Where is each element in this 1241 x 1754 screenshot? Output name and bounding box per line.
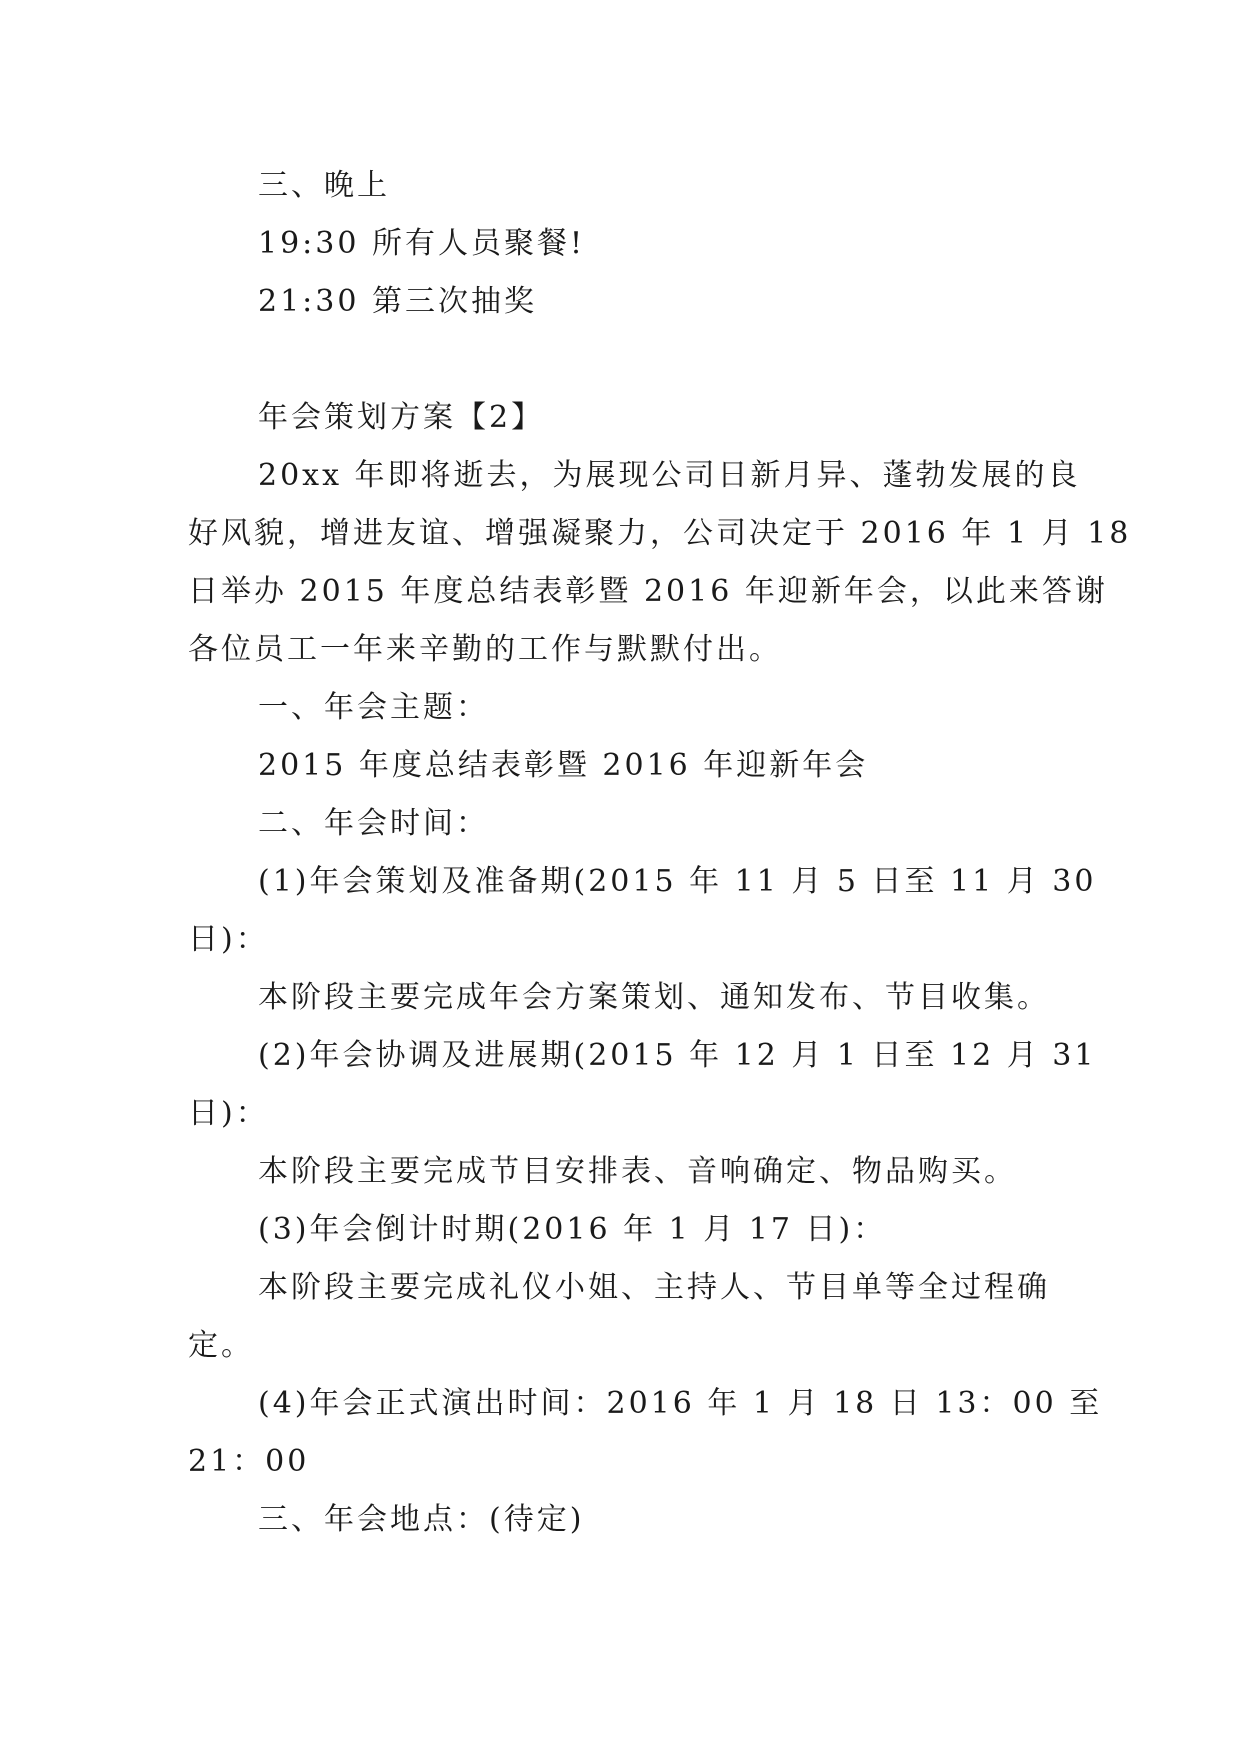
plan-title: 年会策划方案【2】 bbox=[258, 400, 545, 435]
time-item-2-description: 本阶段主要完成节目安排表、音响确定、物品购买。 bbox=[258, 1154, 1017, 1189]
schedule-line-dinner: 19:30 所有人员聚餐! bbox=[258, 226, 586, 261]
time-item-3-description: 本阶段主要完成礼仪小姐、主持人、节目单等全过程确 bbox=[258, 1270, 1050, 1305]
time-item-1: (1)年会策划及准备期(2015 年 11 月 5 日至 11 月 30 bbox=[258, 864, 1097, 899]
intro-paragraph-line-2: 好风貌，增进友谊、增强凝聚力，公司决定于 2016 年 1 月 18 bbox=[188, 516, 1132, 551]
section-heading-theme: 一、年会主题： bbox=[258, 690, 489, 725]
intro-paragraph-line-1: 20xx 年即将逝去，为展现公司日新月异、蓬勃发展的良 bbox=[258, 458, 1081, 493]
intro-paragraph-line-3: 日举办 2015 年度总结表彰暨 2016 年迎新年会，以此来答谢 bbox=[188, 574, 1108, 609]
time-item-2-continued: 日)： bbox=[188, 1096, 269, 1131]
section-heading-time: 二、年会时间： bbox=[258, 806, 489, 841]
theme-text: 2015 年度总结表彰暨 2016 年迎新年会 bbox=[258, 748, 869, 783]
time-item-4: (4)年会正式演出时间：2016 年 1 月 18 日 13：00 至 bbox=[258, 1386, 1103, 1421]
time-item-2: (2)年会协调及进展期(2015 年 12 月 1 日至 12 月 31 bbox=[258, 1038, 1097, 1073]
schedule-line-third-lottery: 21:30 第三次抽奖 bbox=[258, 284, 537, 319]
intro-paragraph-line-4: 各位员工一年来辛勤的工作与默默付出。 bbox=[188, 632, 782, 667]
section-heading-evening: 三、晚上 bbox=[258, 168, 390, 203]
time-item-3: (3)年会倒计时期(2016 年 1 月 17 日)： bbox=[258, 1212, 887, 1247]
time-item-4-continued: 21：00 bbox=[188, 1444, 310, 1479]
section-heading-venue: 三、年会地点：(待定) bbox=[258, 1502, 585, 1537]
time-item-3-description-continued: 定。 bbox=[188, 1328, 254, 1363]
time-item-1-continued: 日)： bbox=[188, 922, 269, 957]
time-item-1-description: 本阶段主要完成年会方案策划、通知发布、节目收集。 bbox=[258, 980, 1050, 1015]
